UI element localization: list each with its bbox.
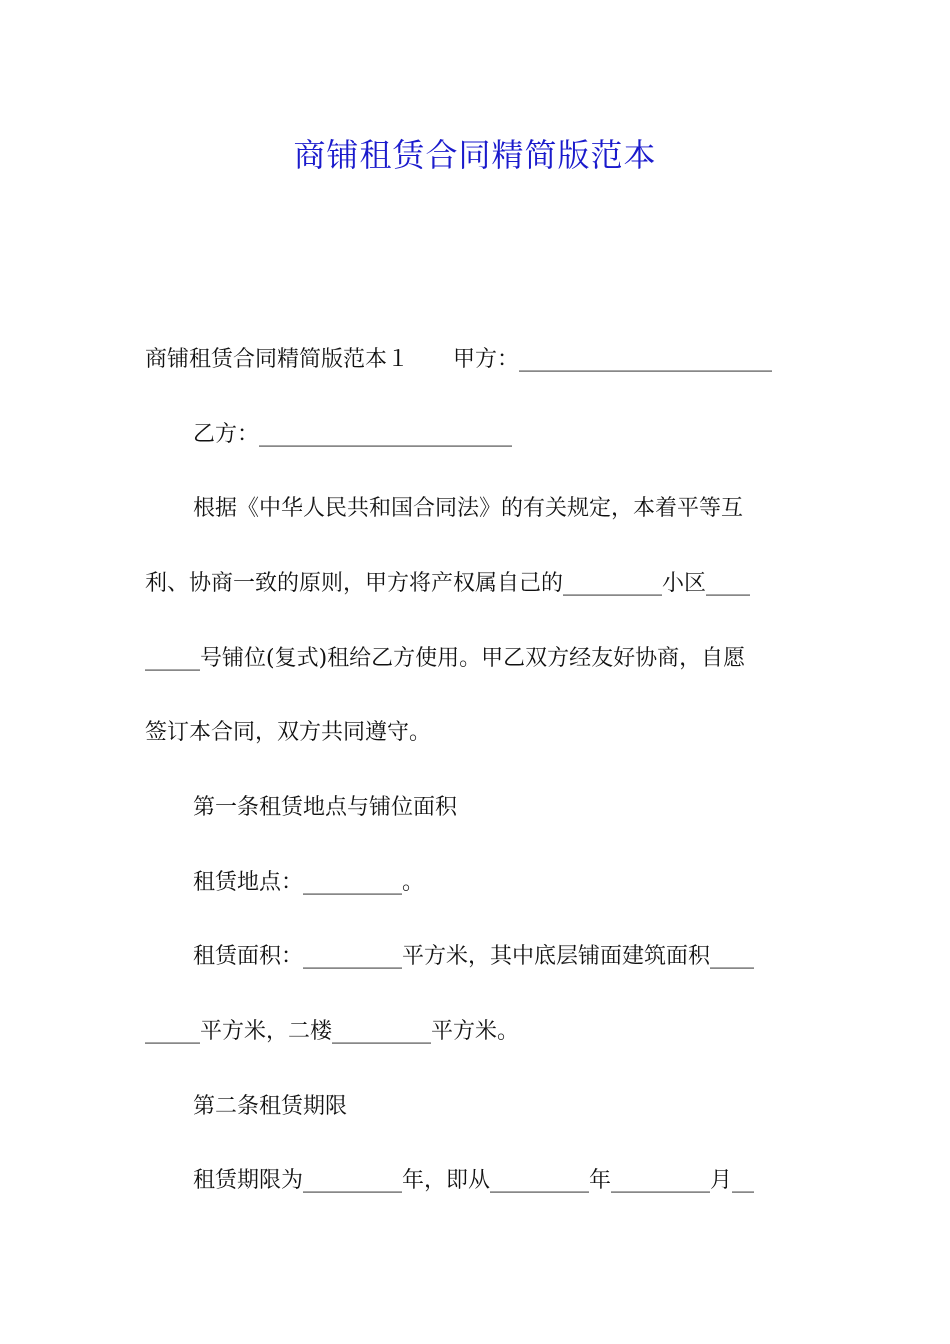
document-title: 商铺租赁合同精简版范本 [293,136,657,174]
intro-line-party-a: 商铺租赁合同精简版范本１ 甲方：_______________________ [145,347,773,372]
paragraph-line: 根据《中华人民共和国合同法》的有关规定，本着平等互 [193,496,744,521]
paragraph-line: _____号铺位(复式)租给乙方使用。甲乙双方经友好协商，自愿 [145,646,746,671]
paragraph-line: 租赁地点：_________。 [193,870,425,895]
paragraph-line: 租赁面积：_________平方米，其中底层铺面建筑面积____ [193,944,755,969]
paragraph-line: 利、协商一致的原则，甲方将产权属自己的_________小区____ [145,571,751,596]
article-heading: 第二条租赁期限 [193,1094,348,1119]
paragraph-line: 租赁期限为_________年，即从_________年_________月__ [193,1168,755,1193]
party-b-line: 乙方：_______________________ [193,422,513,447]
paragraph-line: 签订本合同，双方共同遵守。 [145,720,432,745]
paragraph-line: _____平方米，二楼_________平方米。 [145,1019,520,1044]
article-heading: 第一条租赁地点与铺位面积 [193,795,458,820]
